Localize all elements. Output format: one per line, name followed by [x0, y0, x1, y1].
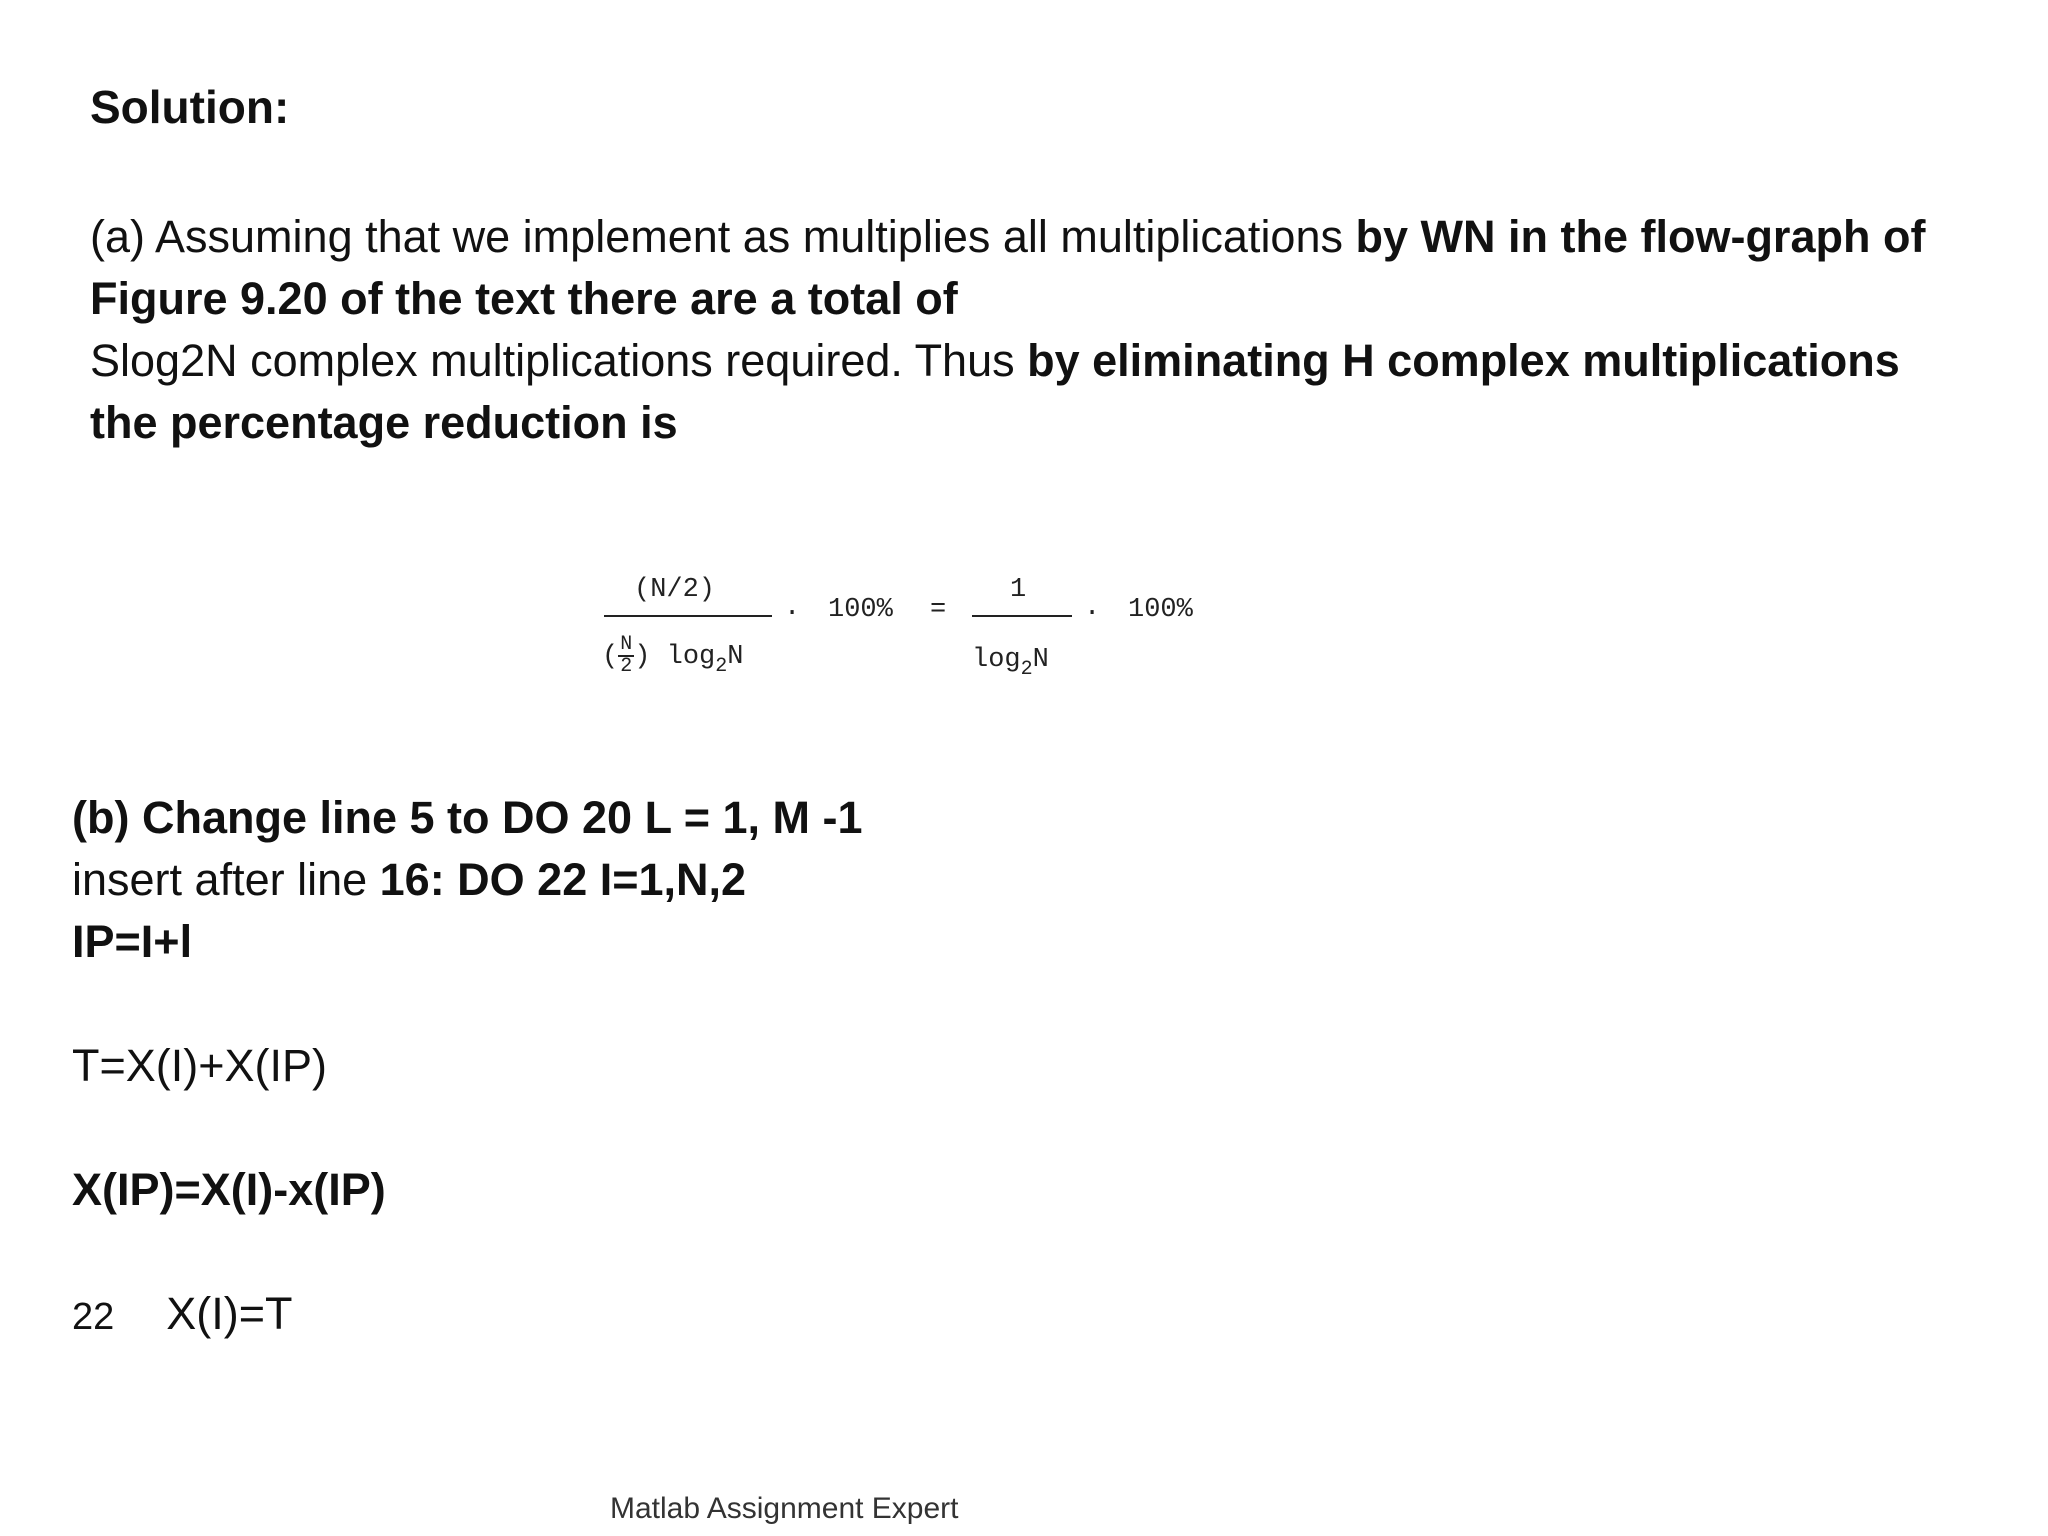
part-b-change-line: (b) Change line 5 to DO 20 L = 1, M -1: [72, 792, 863, 843]
part-b-insert-text: insert after line: [72, 854, 380, 905]
part-b-insert-code: 16: DO 22 I=1,N,2: [379, 854, 747, 905]
part-b-line-6: [72, 1288, 293, 1340]
part-b-xip-assign: X(IP)=X(I)-x(IP): [72, 1164, 386, 1215]
formula-fraction-bar-left: [604, 615, 772, 617]
formula-percent-left: 100%: [828, 595, 893, 625]
part-a-text-2: by WN in the flow-graph of Figure 9.20 of the text there are a total of: [90, 211, 1926, 324]
formula-denominator-right: [972, 645, 1049, 681]
formula-log-base-left: 2: [715, 655, 728, 679]
part-a-text-1: (a) Assuming that we implement as multiplies all multiplications: [90, 211, 1356, 262]
part-a-paragraph: [90, 206, 1940, 454]
part-a-text-3: Slog2N complex multiplications required. Thus: [90, 335, 1028, 386]
formula-n-over-2: [618, 635, 634, 677]
formula-numerator-right: 1: [1010, 575, 1027, 605]
formula-denominator-left: ( $\frac{N}{2}$ ) $\log_2N$: [602, 633, 744, 679]
formula-small-denominator: 2: [620, 655, 633, 678]
formula-percent-right: 100%: [1128, 595, 1193, 625]
part-b-line-4: [72, 1040, 327, 1092]
formula-log-arg-left: N: [727, 642, 744, 673]
part-b-line-2: [72, 854, 746, 906]
part-b-t-assign: T=X(I)+X(IP): [72, 1040, 328, 1091]
solution-heading: Solution:: [90, 81, 290, 133]
formula-log-left: log: [666, 642, 716, 673]
part-b-line-5: [72, 1164, 386, 1216]
part-a-text-4: by eliminating H complex multiplications the percentage reduction is: [90, 335, 1900, 448]
formula-fraction-bar-right: [972, 615, 1072, 617]
percentage-formula: [600, 575, 1240, 715]
part-b-xi-assign: X(I)=T: [166, 1288, 293, 1339]
footer-brand: Matlab Assignment Expert: [610, 1492, 959, 1525]
formula-dot-left: .: [784, 593, 801, 623]
part-b-ip-assign: IP=I+l: [72, 916, 193, 967]
formula-log-base-right: 2: [1020, 658, 1033, 681]
formula-small-numerator: N: [620, 633, 633, 656]
formula-log-arg-right: N: [1032, 645, 1049, 675]
formula-equals: =: [930, 595, 947, 625]
part-b-line-1: [72, 792, 863, 844]
formula-numerator-left: (N/2): [634, 575, 716, 605]
formula-dot-right: .: [1084, 593, 1101, 623]
part-b-line-3: [72, 916, 192, 968]
part-b-label-22: 22: [72, 1296, 115, 1338]
formula-log-right: log: [972, 645, 1021, 675]
